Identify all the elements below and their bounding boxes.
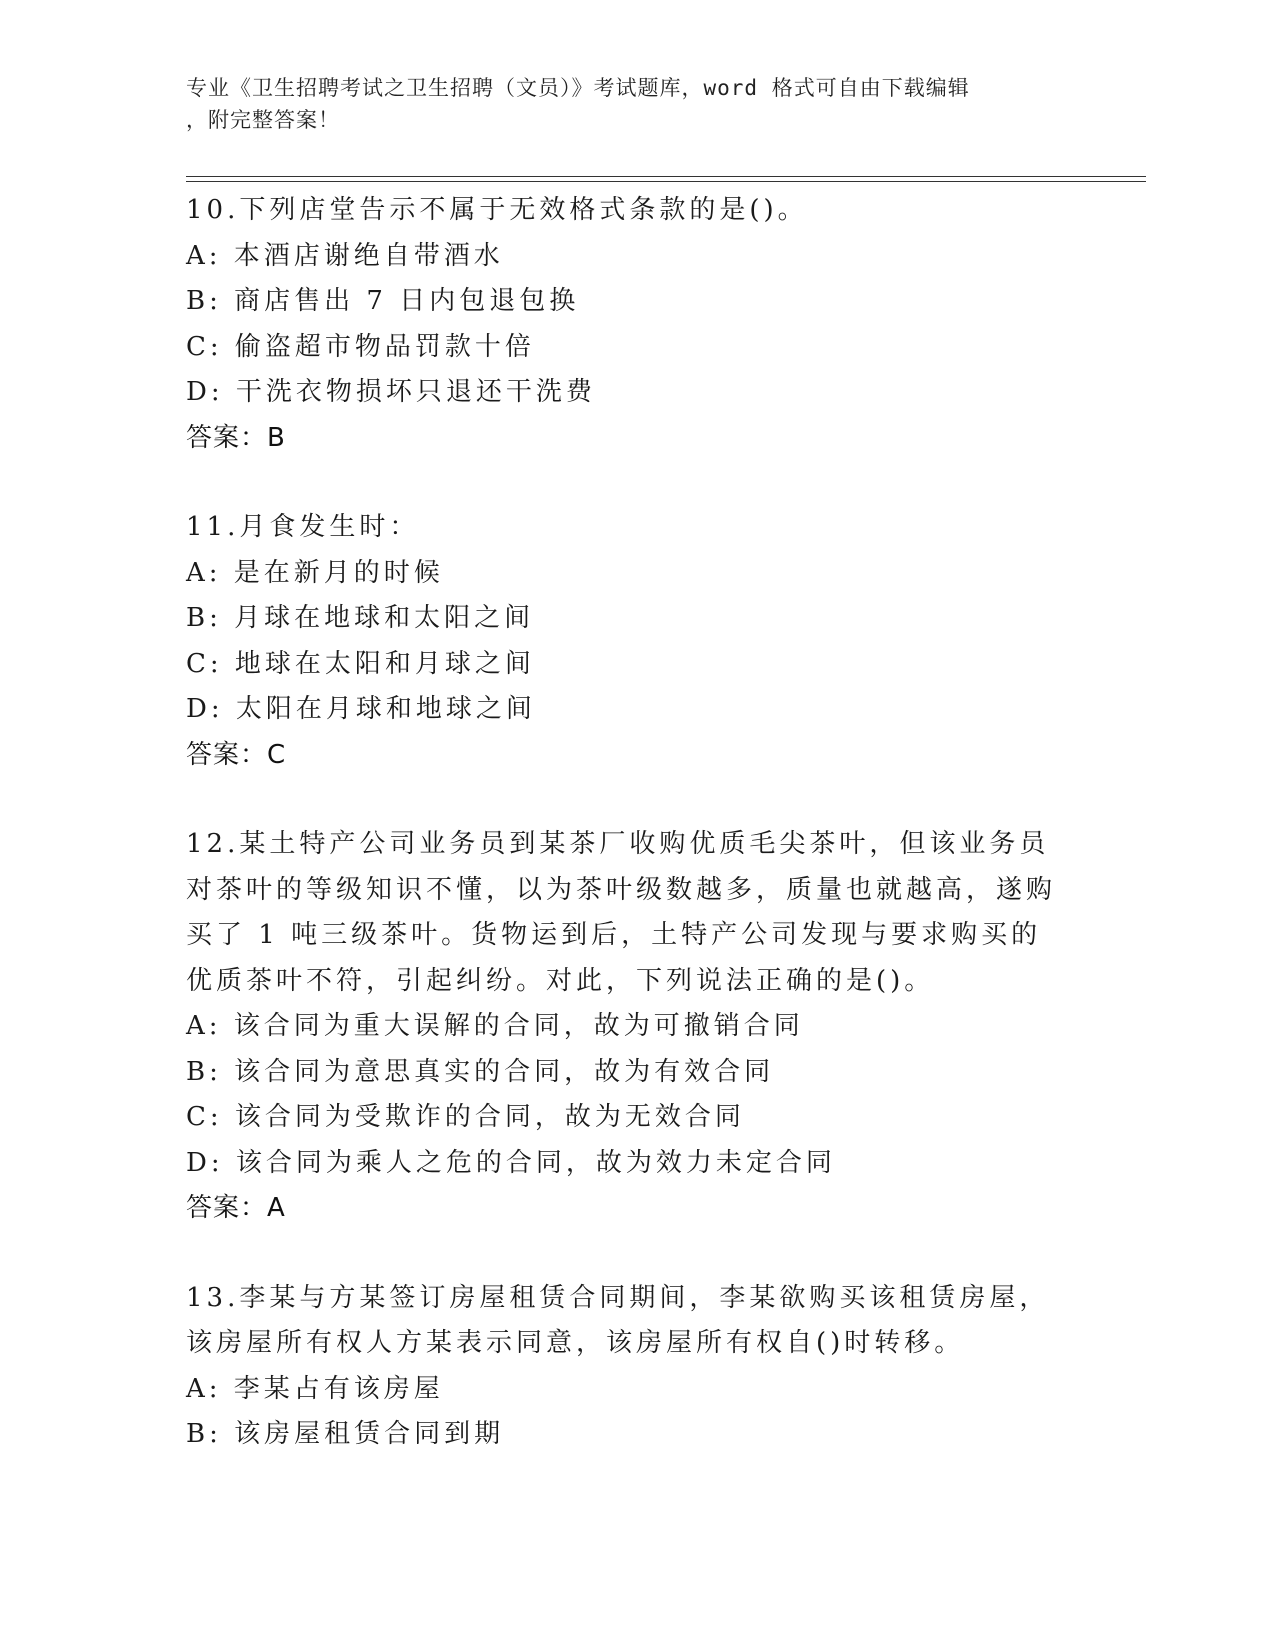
option-d: D: 太阳在月球和地球之间 xyxy=(186,694,536,724)
answer: 答案：B xyxy=(186,422,286,453)
option-a: A: 该合同为重大误解的合同，故为可撤销合同 xyxy=(186,1011,804,1041)
header-line-1: 专业《卫生招聘考试之卫生招聘（文员）》考试题库，word 格式可自由下载编辑 xyxy=(186,76,970,100)
header-rule-top xyxy=(186,176,1146,177)
option-d: D: 干洗衣物损坏只退还干洗费 xyxy=(186,377,596,407)
option-a: A: 李某占有该房屋 xyxy=(186,1373,444,1404)
option-a: A: 是在新月的时候 xyxy=(186,557,444,588)
option-b: B: 该房屋租赁合同到期 xyxy=(186,1419,505,1449)
question-13 xyxy=(186,1276,1086,1458)
question-12 xyxy=(186,822,1086,1232)
option-c: C: 偷盗超市物品罚款十倍 xyxy=(186,331,535,362)
header-line-2: ，附完整答案！ xyxy=(186,108,340,132)
question-stem: 13.李某与方某签订房屋租赁合同期间，李某欲购买该租赁房屋，该房屋所有权人方某表示同意，该房屋所有权自()时转移。 xyxy=(186,1282,1050,1358)
question-stem: 11.月食发生时： xyxy=(186,512,420,542)
option-c: C: 地球在太阳和月球之间 xyxy=(186,648,535,679)
question-10 xyxy=(186,188,1086,461)
option-d: D: 该合同为乘人之危的合同，故为效力未定合同 xyxy=(186,1147,836,1178)
option-a: A: 本酒店谢绝自带酒水 xyxy=(186,240,504,271)
question-11 xyxy=(186,505,1086,778)
option-b: B: 该合同为意思真实的合同，故为有效合同 xyxy=(186,1056,775,1087)
document-header xyxy=(186,72,1066,136)
answer: 答案：C xyxy=(186,739,287,770)
answer: 答案：A xyxy=(186,1193,286,1223)
option-b: B: 月球在地球和太阳之间 xyxy=(186,603,535,633)
option-b: B: 商店售出 7 日内包退包换 xyxy=(186,286,580,316)
question-stem: 10.下列店堂告示不属于无效格式条款的是()。 xyxy=(186,195,808,225)
header-rule-bottom xyxy=(186,181,1146,182)
option-c: C: 该合同为受欺诈的合同，故为无效合同 xyxy=(186,1102,745,1132)
question-list xyxy=(186,188,1086,1502)
question-stem: 12.某土特产公司业务员到某茶厂收购优质毛尖茶叶，但该业务员对茶叶的等级知识不懂，以为茶叶级数越多，质量也就越高，遂购买了 1 吨三级茶叶。货物运到后，土特产公司发现与要求购买的优质茶叶不符，引起纠纷。对此，下列说法正确的是()。 xyxy=(186,829,1057,996)
